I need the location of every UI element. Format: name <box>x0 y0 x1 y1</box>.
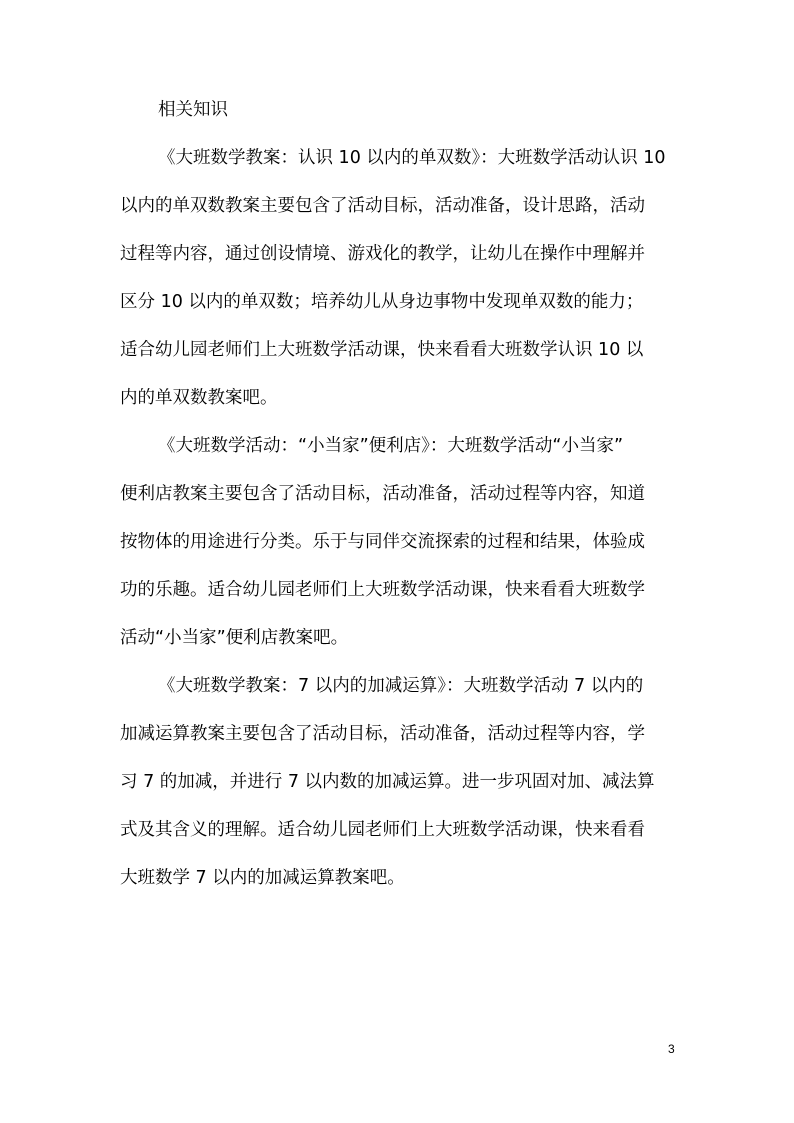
paragraph-1-line-6: 内的单双数教案吧。 <box>120 388 278 408</box>
paragraph-3-line-5: 大班数学 7 以内的加减运算教案吧。 <box>120 868 405 888</box>
paragraph-3-line-4: 式及其含义的理解。适合幼儿园老师们上大班数学活动课，快来看看 <box>120 820 645 840</box>
paragraph-3-line-1: 《大班数学教案：7 以内的加减运算》：大班数学活动 7 以内的 <box>158 676 644 696</box>
paragraph-3-line-3: 习 7 的加减，并进行 7 以内数的加减运算。进一步巩固对加、减法算 <box>120 772 655 792</box>
page-number: 3 <box>668 1042 675 1056</box>
paragraph-2-line-1: 《大班数学活动：“小当家”便利店》：大班数学活动“小当家” <box>158 436 624 456</box>
section-heading: 相关知识 <box>158 100 228 120</box>
paragraph-1-line-3: 过程等内容，通过创设情境、游戏化的教学，让幼儿在操作中理解并 <box>120 244 645 264</box>
paragraph-1-line-2: 以内的单双数教案主要包含了活动目标，活动准备，设计思路，活动 <box>120 196 645 216</box>
paragraph-1-line-1: 《大班数学教案：认识 10 以内的单双数》：大班数学活动认识 10 <box>158 148 666 168</box>
paragraph-1-line-5: 适合幼儿园老师们上大班数学活动课，快来看看大班数学认识 10 以 <box>120 340 644 360</box>
paragraph-2-line-5: 活动“小当家”便利店教案吧。 <box>120 628 349 648</box>
paragraph-2-line-4: 功的乐趣。适合幼儿园老师们上大班数学活动课，快来看看大班数学 <box>120 580 645 600</box>
paragraph-2-line-2: 便利店教案主要包含了活动目标，活动准备，活动过程等内容，知道 <box>120 484 645 504</box>
paragraph-2-line-3: 按物体的用途进行分类。乐于与同伴交流探索的过程和结果，体验成 <box>120 532 645 552</box>
paragraph-1-line-4: 区分 10 以内的单双数；培养幼儿从身边事物中发现单双数的能力； <box>120 292 644 312</box>
paragraph-3-line-2: 加减运算教案主要包含了活动目标，活动准备，活动过程等内容，学 <box>120 724 645 744</box>
